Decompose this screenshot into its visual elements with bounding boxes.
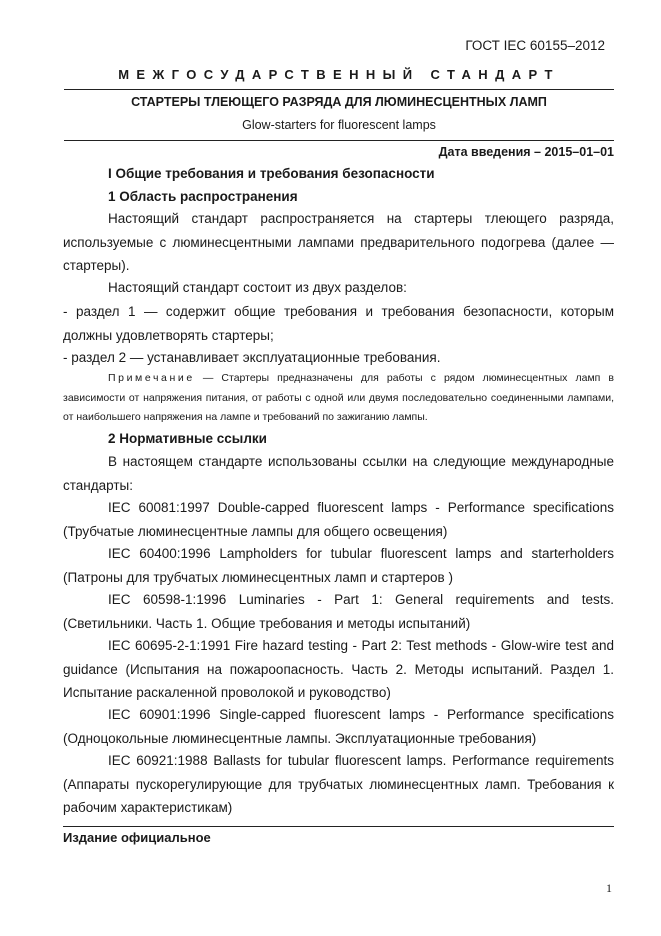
note-label: Примечание <box>108 372 195 384</box>
page-number: 1 <box>606 881 612 895</box>
reference-item: IEC 60901:1996 Single-capped fluorescent lamps - Performance specifications (Одноцокольные люминесцентные лампы. Эксплуатационные требования) <box>63 707 614 746</box>
normative-references-heading: 2 Нормативные ссылки <box>108 431 267 446</box>
document-code: ГОСТ IEC 60155–2012 <box>465 38 605 53</box>
scope-paragraph-2: Настоящий стандарт состоит из двух разделов: <box>108 280 407 295</box>
reference-item: IEC 60081:1997 Double-capped fluorescent lamps - Performance specifications (Трубчатые люминесцентные лампы для общего освещения) <box>63 500 614 539</box>
title-russian: СТАРТЕРЫ ТЛЕЮЩЕГО РАЗРЯДА ДЛЯ ЛЮМИНЕСЦЕНТНЫХ ЛАМП <box>131 95 547 109</box>
scope-heading: 1 Область распространения <box>108 189 298 204</box>
reference-item: IEC 60921:1988 Ballasts for tubular fluorescent lamps. Performance requirements (Аппараты пускорегулирующие для трубчатых люминесцентных ламп. Требования к рабочим характеристикам) <box>63 753 614 815</box>
reference-item: IEC 60400:1996 Lampholders for tubular fluorescent lamps and starterholders (Патроны для трубчатых люминесцентных ламп и стартеров ) <box>63 546 614 585</box>
title-divider <box>64 140 614 141</box>
standard-banner: МЕЖГОСУДАРСТВЕННЫЙ СТАНДАРТ <box>118 67 560 82</box>
scope-list-item-1: - раздел 1 — содержит общие требования и требования безопасности, которым должны удовлетворять стартеры; <box>63 304 614 343</box>
scope-note <box>63 369 614 428</box>
official-edition-label: Издание официальное <box>63 830 211 845</box>
reference-item: IEC 60598-1:1996 Luminaries - Part 1: General requirements and tests. (Светильники. Часть 1. Общие требования и методы испытаний) <box>63 592 614 631</box>
references-intro: В настоящем стандарте использованы ссылки на следующие международные стандарты: <box>63 454 614 493</box>
reference-item: IEC 60695-2-1:1991 Fire hazard testing - Part 2: Test methods - Glow-wire test and guidance (Испытания на пожароопасность. Часть 2. Методы испытаний. Раздел 1. Испытание раскаленной проволокой и руководство) <box>63 638 614 700</box>
note-text: — Стартеры предназначены для работы с рядом люминесцентных ламп в зависимости от напряжения питания, от работы с одной или двумя последовательно соединенными лампами, от наибольшего напряжения на лампе и требований по зажиганию лампы. <box>63 372 614 423</box>
scope-list-item-2: - раздел 2 — устанавливает эксплуатационные требования. <box>63 350 441 365</box>
title-english: Glow-starters for fluorescent lamps <box>242 118 436 132</box>
edition-divider <box>63 826 614 827</box>
section-1-heading: I Общие требования и требования безопасности <box>108 166 435 181</box>
introduction-date: Дата введения – 2015–01–01 <box>438 145 614 159</box>
scope-paragraph-1: Настоящий стандарт распространяется на стартеры тлеющего разряда, используемые с люминесцентными лампами предварительного подогрева (далее — стартеры). <box>63 211 614 273</box>
banner-divider <box>64 89 614 90</box>
